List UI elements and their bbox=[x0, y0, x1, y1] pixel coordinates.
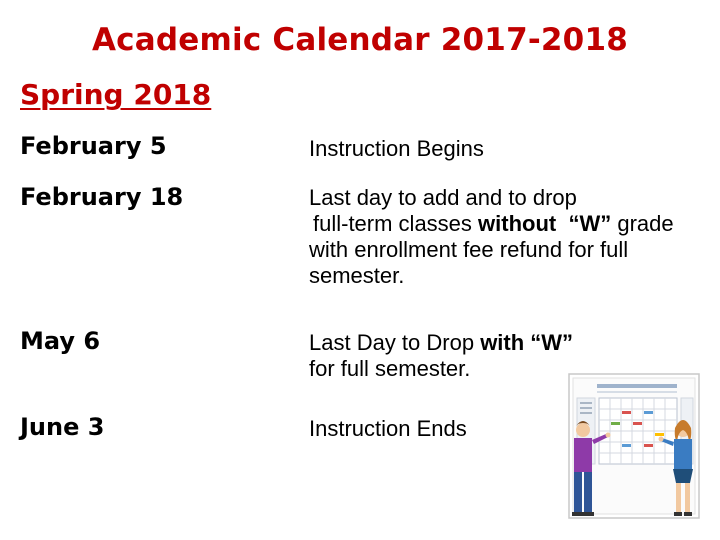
event-description-line: Last day to add and to drop bbox=[309, 185, 577, 210]
event-date-4: June 3 bbox=[20, 413, 105, 441]
semester-heading: Spring 2018 bbox=[20, 78, 212, 111]
event-description-line: with enrollment fee refund for full bbox=[309, 237, 629, 262]
event-description-line: for full semester. bbox=[309, 356, 471, 381]
event-date-3: May 6 bbox=[20, 327, 101, 355]
event-description-line: Instruction Begins bbox=[309, 136, 484, 161]
bold-text: with “W” bbox=[480, 330, 574, 355]
event-description-2 bbox=[309, 185, 720, 289]
event-description-line: Instruction Ends bbox=[309, 416, 467, 441]
calendar-presentation-people-icon bbox=[563, 372, 705, 524]
text-segment bbox=[556, 211, 568, 236]
event-date-1: February 5 bbox=[20, 132, 167, 160]
event-description-line: semester. bbox=[309, 263, 405, 288]
text-segment: Last Day to Drop bbox=[309, 330, 481, 355]
event-description-line bbox=[309, 330, 720, 356]
event-description-1 bbox=[309, 136, 720, 162]
text-segment: grade bbox=[611, 211, 674, 236]
bold-text: “W” bbox=[568, 211, 612, 236]
bold-text: without bbox=[478, 211, 557, 236]
page-title: Academic Calendar 2017-2018 bbox=[91, 22, 628, 58]
text-segment: full-term classes bbox=[313, 211, 479, 236]
event-description-line bbox=[309, 211, 720, 237]
event-date-2: February 18 bbox=[20, 183, 184, 211]
